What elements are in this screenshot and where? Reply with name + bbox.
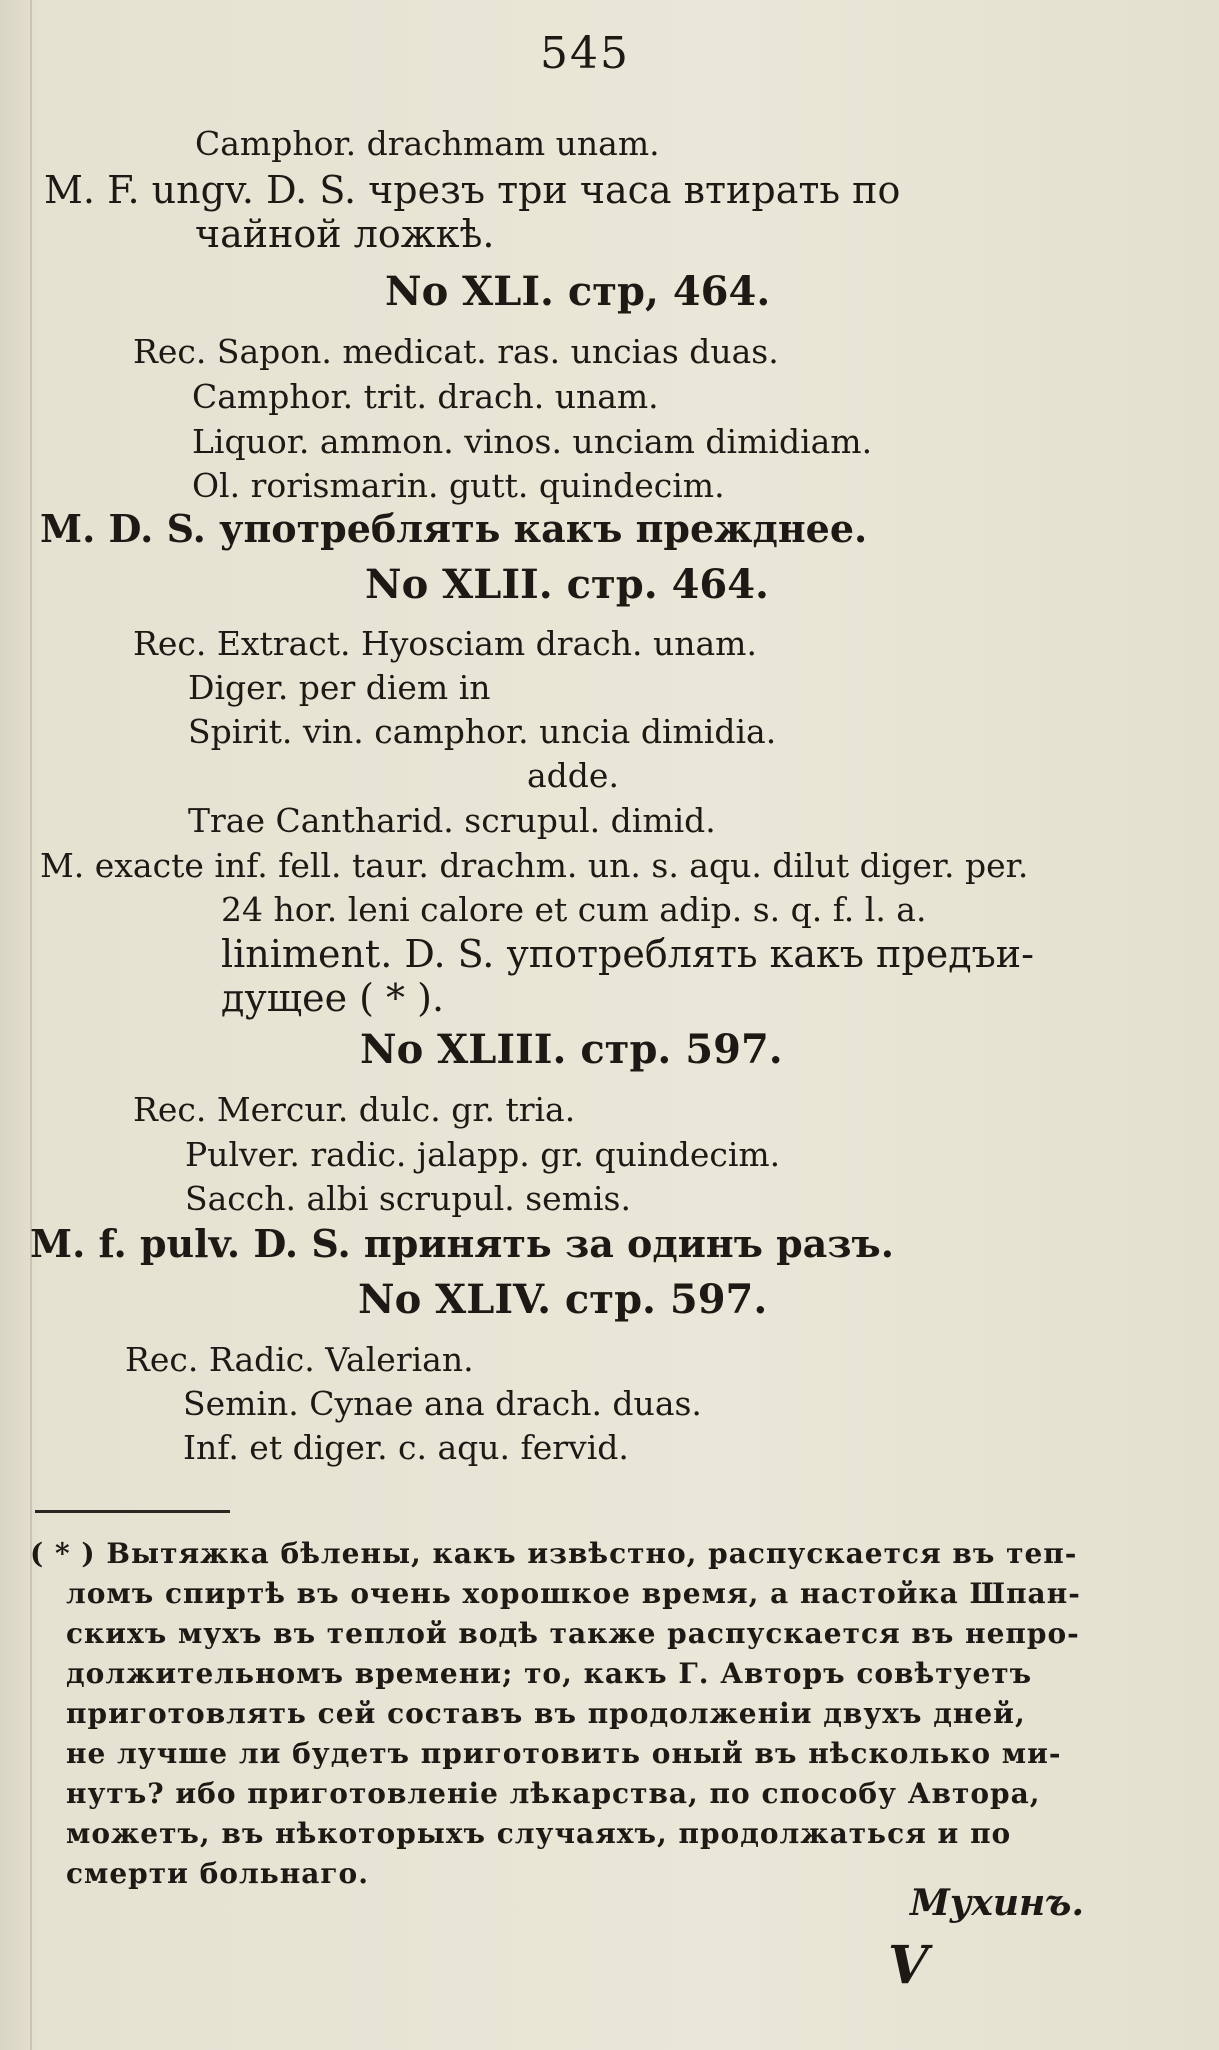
footnote-line: приготовлять сей составъ въ продолженiи двухъ дней, [66, 1697, 1026, 1730]
recipe-heading: No XLI. стр, 464. [385, 268, 771, 315]
recipe-line: Semin. Cynae ana drach. duas. [183, 1384, 702, 1423]
recipe-line: Rec. Radic. Valerian. [125, 1340, 474, 1379]
recipe-line: Spirit. vin. camphor. uncia dimidia. [188, 712, 777, 751]
recipe-instruction: дущее ( * ). [221, 976, 445, 1020]
footnote-line: нутъ? ибо приготовленіе лѣкарства, по способу Автора, [66, 1777, 1041, 1810]
footnote-divider [35, 1510, 230, 1513]
footnote-line: не лучше ли будетъ приготовить оный въ нѣсколько ми- [66, 1737, 1062, 1770]
recipe-line: Sacch. albi scrupul. semis. [185, 1179, 631, 1218]
recipe-instruction: M. D. S. употреблять какъ прежднее. [40, 506, 868, 551]
footnote-line: ( * ) Вытяжка бѣлены, какъ извѣстно, распускается въ теп- [30, 1537, 1078, 1570]
recipe-line: Diger. per diem in [188, 668, 491, 707]
recipe-line: M. exacte inf. fell. taur. drachm. un. s. aqu. dilut diger. per. [40, 846, 1029, 885]
signature: Мухинъ. [910, 1882, 1084, 1924]
page-number: 545 [540, 28, 630, 79]
recipe-line: Ol. rorismarin. gutt. quindecim. [192, 466, 725, 505]
recipe-heading: No XLIII. стр. 597. [360, 1026, 783, 1073]
recipe-heading: No XLII. стр. 464. [365, 561, 769, 608]
recipe-line: 24 hor. leni calore et cum adip. s. q. f. l. a. [221, 890, 927, 929]
footnote-line: скихъ мухъ въ теплой водѣ также распускается въ непро- [66, 1617, 1080, 1650]
footnote-line: ломъ спиртѣ въ очень хорошкое время, а настойка Шпан- [66, 1577, 1081, 1610]
recipe-line: Liquor. ammon. vinos. unciam dimidiam. [192, 422, 873, 461]
recipe-instruction: liniment. D. S. употреблять какъ предъи- [221, 932, 1034, 976]
recipe-instruction: чайной ложкѣ. [195, 212, 495, 256]
footnote-line: смерти больнаго. [66, 1857, 369, 1890]
recipe-line: Trae Cantharid. scrupul. dimid. [188, 801, 716, 840]
recipe-line: adde. [527, 756, 619, 795]
recipe-heading: No XLIV. стр. 597. [358, 1276, 768, 1323]
recipe-line: Pulver. radic. jalapp. gr. quindecim. [185, 1135, 781, 1174]
recipe-instruction: M. f. pulv. D. S. принять за одинъ разъ. [30, 1221, 894, 1266]
footnote-line: должительномъ времени; то, какъ Г. Авторъ совѣтуетъ [66, 1657, 1033, 1690]
recipe-line: Rec. Mercur. dulc. gr. tria. [133, 1090, 576, 1129]
recipe-line: Camphor. drachmam unam. [195, 124, 660, 163]
recipe-line: Camphor. trit. drach. unam. [192, 377, 659, 416]
page-edge-rule [30, 0, 32, 2050]
recipe-line: Rec. Extract. Hyosciam drach. unam. [133, 624, 757, 663]
recipe-line: Rec. Sapon. medicat. ras. uncias duas. [133, 332, 779, 371]
recipe-line: Inf. et diger. c. aqu. fervid. [183, 1428, 629, 1467]
corner-mark: V [888, 1935, 929, 1996]
recipe-instruction: M. F. ungv. D. S. чрезъ три часа втирать по [44, 168, 901, 212]
footnote-line: можетъ, въ нѣкоторыхъ случаяхъ, продолжаться и по [66, 1817, 1012, 1850]
